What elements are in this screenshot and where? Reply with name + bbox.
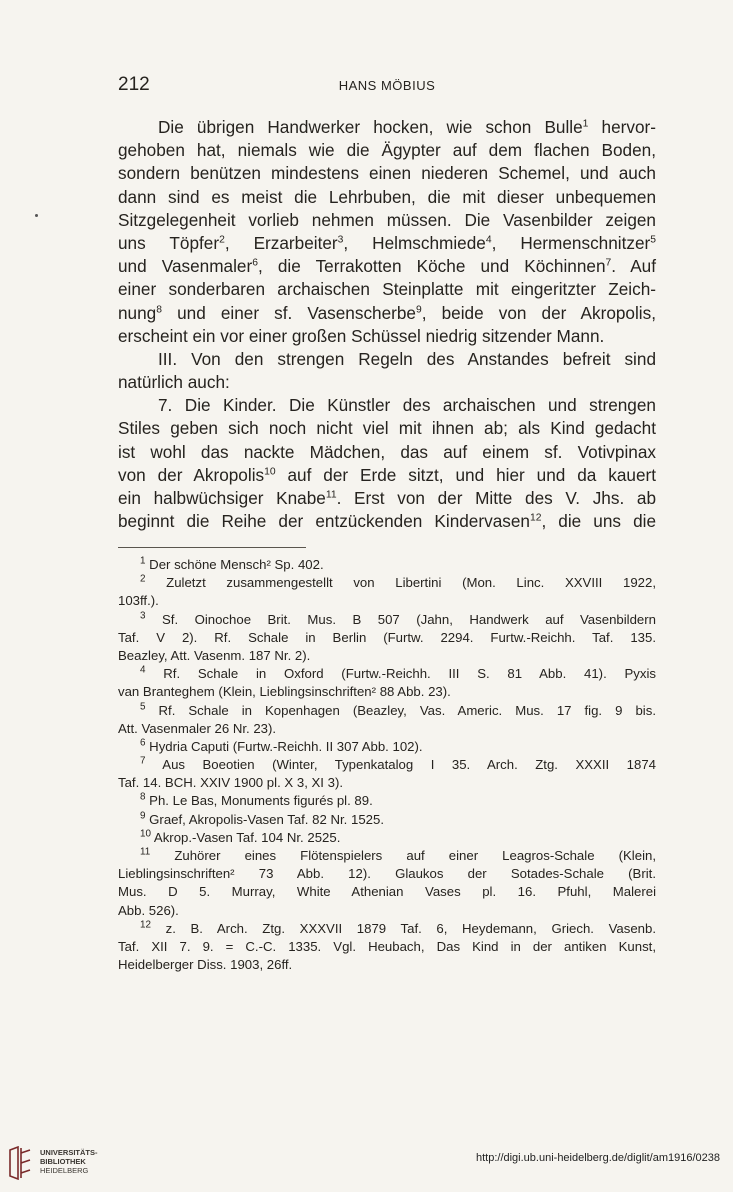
text-run: auf der Erde sitzt, und hier und da kauert [275,464,657,485]
footnote-text: Der schöne Mensch² Sp. 402. [149,557,324,572]
footnote-text: Taf. V 2). Rf. Schale in Berlin (Furtw. 2294. Furtw.-Reichh. Taf. 135. [118,629,656,645]
footnote-number: 6 [140,737,146,749]
footnote-rule [118,547,306,548]
footnote-line [118,829,656,847]
footnote-number: 11 [140,846,151,858]
text-line [118,186,656,209]
text-line [118,394,656,417]
text-run: uns Töpfer [118,232,220,253]
footnote-number: 5 [140,701,146,713]
text-line [118,209,656,232]
footnote-number: 12 [140,919,151,931]
text-run: Sitzgelegenheit vorlieb nehmen müssen. Die Vasenbilder zeigen [118,209,656,230]
footnote-text: van Branteghem (Klein, Lieblingsinschriften² 88 Abb. 23). [118,684,451,700]
footnote-text: Heidelberger Diss. 1903, 26ff. [118,957,293,973]
footnote-text: Hydria Caputi (Furtw.-Reichh. II 307 Abb. 102). [149,738,423,754]
text-line [118,464,656,487]
text-run: Stiles geben sich noch nicht viel mit ihnen ab; als Kind gedacht [118,418,656,439]
footnote-line [118,629,656,647]
footnote-text: Zuhörer eines Flötenspielers auf einer Leagros-Schale (Klein, [174,848,656,863]
footnote-ref: 7 [605,257,612,269]
text-run: sondern benützen mindestens einen niederen Schemel, und auch [118,163,656,184]
footnote-number: 10 [140,828,151,840]
text-run: und einer sf. Vasenscherbe [162,302,416,323]
footnote-number: 7 [140,755,146,767]
footnote-line [118,920,656,938]
library-logo[interactable] [8,1146,118,1182]
footnote-number: 2 [140,573,146,585]
text-run: , Hermenschnitzer [491,232,651,253]
footnote-line [118,574,656,592]
text-run: , die Terrakotten Köche und Köchinnen [257,256,606,277]
text-line [118,255,656,278]
footnote-text: z. B. Arch. Ztg. XXXVII 1879 Taf. 6, Heydemann, Griech. Vasenb. [165,920,656,936]
footnote-line [118,592,656,610]
footnote-line [118,792,656,810]
text-line [118,348,656,371]
footnote-line [118,665,656,683]
page-number: 212 [118,74,150,95]
footnote-line [118,647,656,665]
footnote-number: 1 [140,555,146,567]
text-run: nung [118,302,157,323]
footnote-text: Rf. Schale in Oxford (Furtw.-Reichh. III S. 81 Abb. 41). Pyxis [163,666,656,682]
text-run: von der Akropolis [118,464,265,485]
text-run: hervor- [588,117,656,137]
footnote-line [118,956,656,974]
library-name: UNIVERSITÄTS- BIBLIOTHEK HEIDELBERG [40,1148,98,1175]
footnote-line [118,702,656,720]
footnote-text: Sf. Oinochoe Brit. Mus. B 507 (Jahn, Handwerk auf Vasenbildern [161,611,656,627]
footnote-text: Mus. D 5. Murray, White Athenian Vases pl. 16. Pfuhl, Malerei [118,884,656,900]
text-line [118,302,656,325]
footnote-line [118,756,656,774]
footnote-text: Taf. 14. BCH. XXIV 1900 pl. X 3, XI 3). [118,775,344,791]
page-header [118,74,656,98]
footnote-ref: 1 [582,118,589,130]
footnote-line [118,902,656,920]
text-line [118,116,656,139]
footnote-text: Akrop.-Vasen Taf. 104 Nr. 2525. [153,829,341,845]
footnote-line [118,883,656,901]
footnote-ref: 2 [219,234,225,246]
source-url[interactable]: http://digi.ub.uni-heidelberg.de/diglit/am1916/0238 [475,1152,720,1164]
footnote-text: Beazley, Att. Vasenm. 187 Nr. 2). [118,647,311,663]
footnote-ref: 6 [252,257,258,269]
text-run: 7. Die Kinder. Die Künstler des archaischen und strengen [158,395,656,416]
footnote-number: 8 [140,792,146,804]
footnote-line [118,774,656,792]
footnote-text: Lieblingsinschriften² 73 Abb. 12). Glaukos der Sotades-Schale (Brit. [118,866,656,882]
footnote-text: Taf. XII 7. 9. = C.-C. 1335. Vgl. Heubach, Das Kind in der antiken Kunst, [118,938,656,954]
text-run: beginnt die Reihe der entzückenden Kindervasen [118,511,530,532]
text-run: , Erzarbeiter [224,232,338,253]
text-run: natürlich auch: [118,372,230,393]
footnote-ref: 3 [337,234,344,246]
footnote-ref: 12 [529,512,542,524]
text-line [118,325,656,348]
footnote-text: Graef, Akropolis-Vasen Taf. 82 Nr. 1525. [149,811,384,827]
footnote-text: Zuletzt zusammengestellt von Libertini (Mon. Linc. XXVIII 1922, [166,575,656,591]
text-line [118,487,656,510]
footnote-line [118,611,656,629]
text-line [118,139,656,162]
text-run: III. Von den strengen Regeln des Anstandes befreit sind [158,348,656,369]
footnote-number: 3 [140,610,146,622]
footnote-ref: 11 [325,489,337,501]
text-run: ein halbwüchsiger Knabe [118,488,326,508]
main-text [118,116,656,533]
text-line [118,417,656,440]
text-run: gehoben hat, niemals wie die Ägypter auf dem flachen Boden, [118,140,656,161]
footnote-text: Rf. Schale in Kopenhagen (Beazley, Vas. Americ. Mus. 17 fig. 9 bis. [158,702,656,718]
text-line [118,162,656,185]
library-emblem-icon [8,1146,36,1180]
footnote-ref: 5 [650,234,656,246]
footnote-ref: 10 [264,466,276,478]
footnote-text: 103ff.). [118,593,159,609]
text-line [118,232,656,255]
footnote-ref: 4 [485,234,492,246]
text-run: dann sind es meist die Lehrbuben, die mit dieser unbequemen [118,186,656,207]
footnote-line [118,938,656,956]
text-run: . Auf [611,256,656,277]
text-run: . Erst von der Mitte des V. Jhs. ab [336,488,657,508]
footnote-line [118,738,656,756]
footnote-ref: 8 [156,303,162,315]
footnote-line [118,683,656,701]
text-run: erscheint ein vor einer großen Schüssel niedrig sitzender Mann. [118,325,605,346]
footnotes [118,556,656,974]
footnote-ref: 9 [416,303,422,315]
footnote-number: 4 [140,664,146,676]
text-run: , die uns die [541,511,656,532]
text-line [118,441,656,464]
running-head: HANS MÖBIUS [338,78,436,93]
text-run: und Vasenmaler [118,256,253,277]
footnote-line [118,556,656,574]
footnote-text: Ph. Le Bas, Monuments figurés pl. 89. [149,793,373,809]
text-run: , beide von der Akropolis, [421,302,656,323]
footnote-number: 9 [140,810,146,822]
margin-mark [35,214,38,217]
footnote-text: Abb. 526). [118,902,179,918]
text-line [118,510,656,533]
text-line [118,278,656,301]
footnote-line [118,811,656,829]
text-run: Die übrigen Handwerker hocken, wie schon Bulle [158,117,583,137]
text-run: , Helmschmiede [343,232,486,253]
footnote-text: Att. Vasenmaler 26 Nr. 23). [118,720,277,736]
footnote-line [118,847,656,865]
footnote-line [118,720,656,738]
footnote-line [118,865,656,883]
footnote-text: Aus Boeotien (Winter, Typenkatalog I 35. Arch. Ztg. XXXII 1874 [162,757,657,773]
text-run: ist wohl das nackte Mädchen, das auf einem sf. Votivpinax [118,441,656,462]
text-line [118,371,656,394]
text-run: einer sonderbaren archaischen Steinplatte mit eingeritzter Zeich- [118,279,656,300]
